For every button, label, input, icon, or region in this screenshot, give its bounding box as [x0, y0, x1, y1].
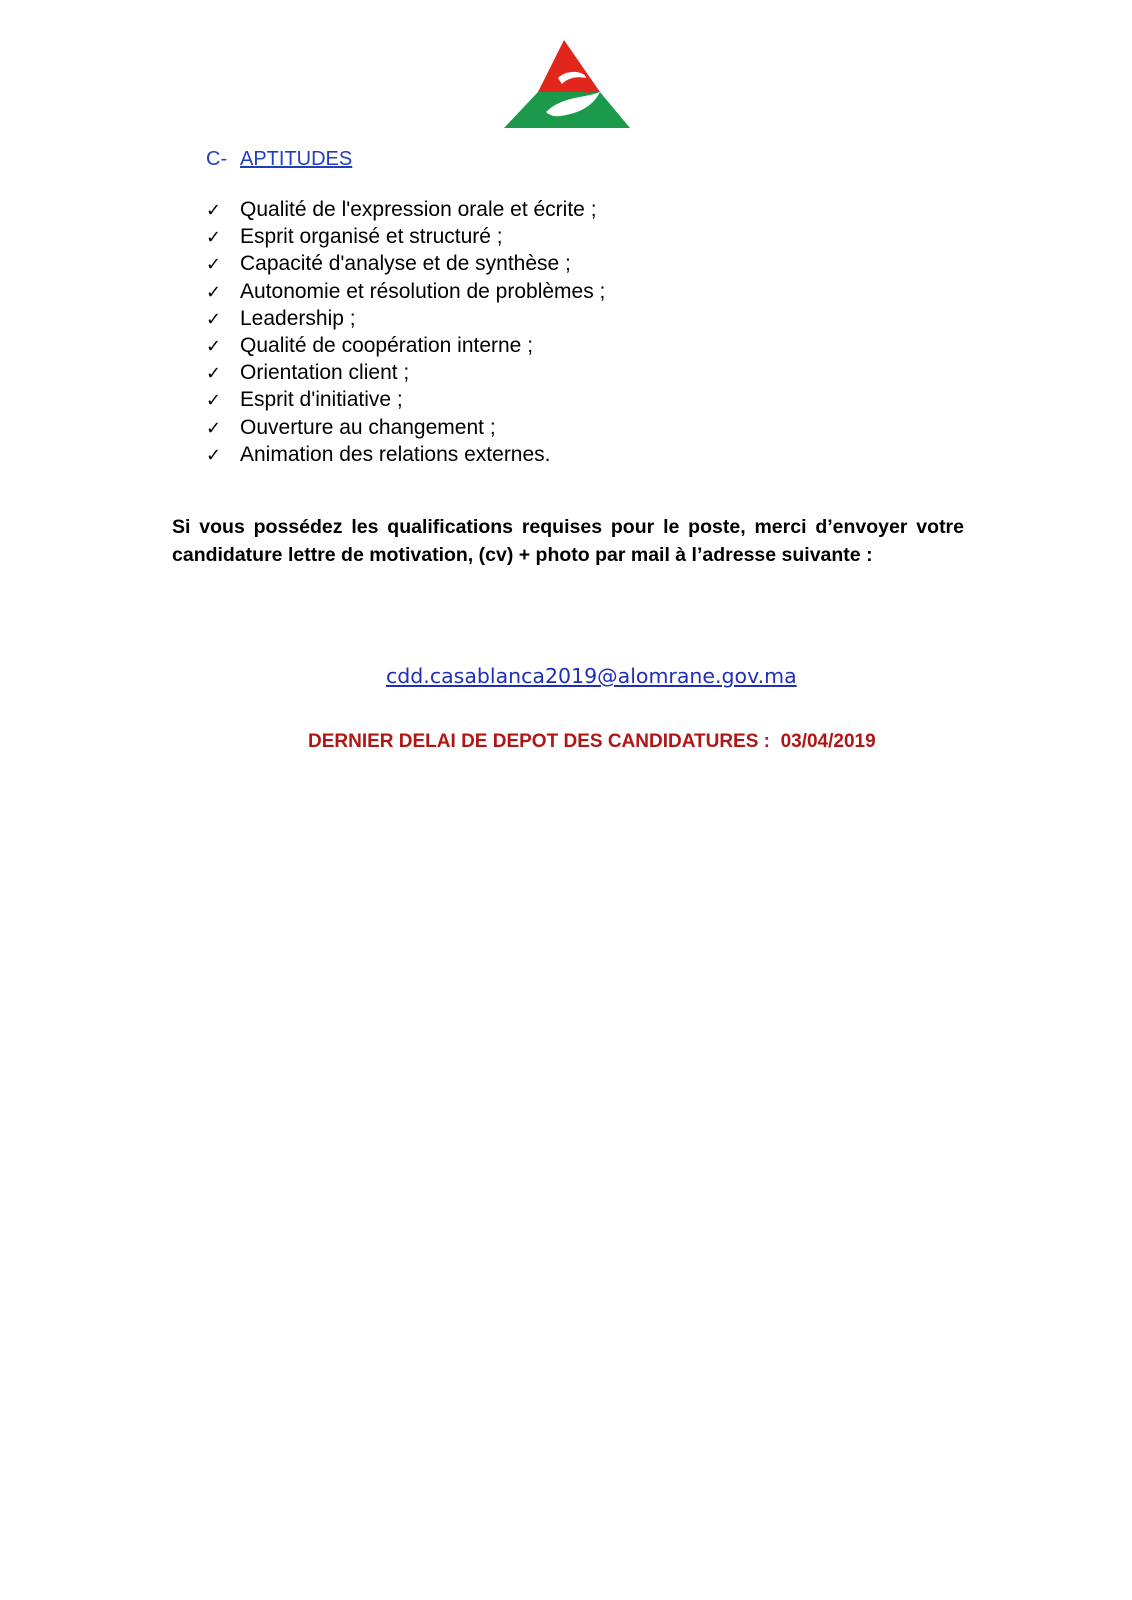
section-prefix: C-	[206, 148, 228, 170]
list-item	[206, 224, 605, 251]
logo-graphic	[502, 38, 632, 130]
list-item-text: Leadership ;	[240, 306, 356, 330]
list-item	[206, 306, 605, 333]
list-item-text: Ouverture au changement ;	[240, 415, 496, 439]
checkmark-icon: ✓	[206, 444, 222, 466]
list-item-text: Autonomie et résolution de problèmes ;	[240, 279, 606, 303]
list-item	[206, 197, 605, 224]
deadline-notice	[308, 731, 876, 753]
list-item-text: Esprit organisé et structuré ;	[240, 225, 503, 249]
list-item-text: Orientation client ;	[240, 361, 410, 385]
checkmark-icon: ✓	[206, 363, 222, 385]
list-item	[206, 442, 605, 469]
checkmark-icon: ✓	[206, 227, 222, 249]
email-link[interactable]: cdd.casablanca2019@alomrane.gov.ma	[386, 664, 797, 688]
list-item-text: Animation des relations externes.	[240, 442, 551, 466]
checkmark-icon: ✓	[206, 254, 222, 276]
checkmark-icon: ✓	[206, 308, 222, 330]
list-item-text: Capacité d'analyse et de synthèse ;	[240, 252, 571, 276]
list-item	[206, 251, 605, 278]
list-item-text: Qualité de coopération interne ;	[240, 334, 534, 358]
list-item-text: Qualité de l'expression orale et écrite ;	[240, 198, 597, 221]
checkmark-icon: ✓	[206, 417, 222, 439]
checkmark-icon: ✓	[206, 281, 222, 303]
list-item	[206, 415, 605, 442]
checkmark-icon: ✓	[206, 390, 222, 412]
deadline-date: 03/04/2019	[780, 731, 876, 752]
checkmark-icon: ✓	[206, 336, 222, 358]
list-item	[206, 333, 605, 360]
checkmark-icon: ✓	[206, 200, 222, 221]
section-title: APTITUDES	[240, 148, 353, 170]
deadline-label: DERNIER DELAI DE DEPOT DES CANDIDATURES :	[308, 731, 771, 752]
list-item	[206, 279, 605, 306]
aptitudes-list	[206, 197, 605, 469]
list-item	[206, 360, 605, 387]
list-item-text: Esprit d'initiative ;	[240, 388, 403, 412]
logo	[502, 38, 632, 130]
list-item	[206, 387, 605, 414]
section-heading	[206, 148, 352, 171]
application-instructions: Si vous possédez les qualifications requises pour le poste, merci d’envoyer votre candidature lettre de motivation, (cv) + photo par mail à l’adresse suivante :	[172, 516, 964, 566]
